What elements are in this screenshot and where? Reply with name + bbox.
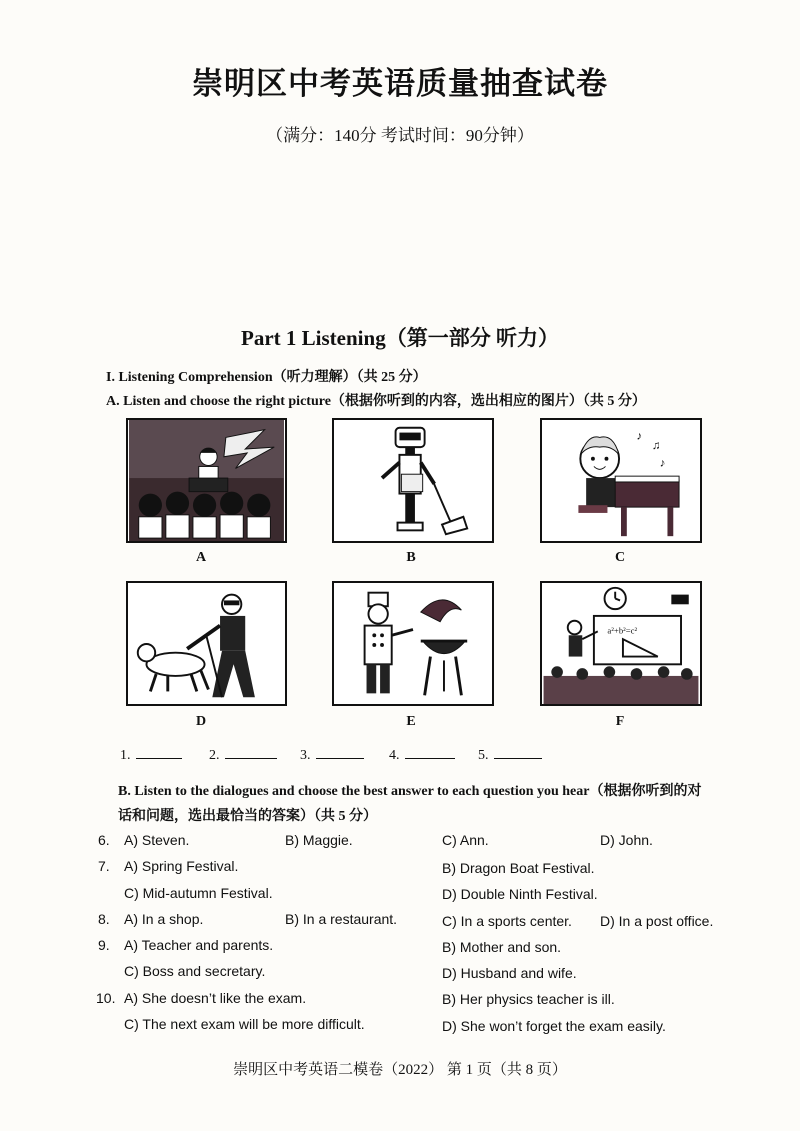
option-a[interactable]: A) Spring Festival. — [124, 858, 239, 874]
picture-label-b: B — [406, 550, 416, 565]
option-c[interactable]: C) Ann. — [442, 832, 489, 848]
option-c[interactable]: C) The next exam will be more difficult. — [124, 1016, 365, 1032]
picture-label-e: E — [406, 714, 416, 729]
section-a-heading: A. Listen and choose the right picture（根据你听到的内容，选出相应的图片）（共 5 分） — [106, 394, 646, 409]
paper-subtitle: （满分：140分 考试时间：90分钟） — [266, 126, 534, 145]
svg-text:♫: ♫ — [651, 439, 661, 453]
option-d[interactable]: D) Husband and wife. — [442, 965, 577, 981]
question-number: 6. — [98, 832, 110, 848]
option-d[interactable]: D) Double Ninth Festival. — [442, 886, 598, 902]
teacher-speaking-to-students-icon — [128, 420, 285, 541]
answer-blank-1[interactable]: 1. — [120, 746, 182, 764]
option-a[interactable]: A) In a shop. — [124, 911, 204, 927]
robot-sweeping-icon — [334, 420, 492, 541]
boy-playing-piano-icon — [542, 420, 700, 541]
part-title: Part 1 Listening（第一部分 听力） — [241, 326, 559, 350]
option-c[interactable]: C) Boss and secretary. — [124, 963, 266, 979]
picture-f — [540, 581, 702, 706]
picture-b — [332, 418, 494, 543]
page-footer: 崇明区中考英语二模卷（2022） 第 1 页（共 8 页） — [233, 1062, 567, 1078]
option-d[interactable]: D) In a post office. — [600, 913, 714, 929]
option-b[interactable]: B) Maggie. — [285, 832, 353, 848]
option-d[interactable]: D) John. — [600, 832, 653, 848]
answer-blank-5[interactable]: 5. — [478, 746, 542, 764]
section-b-heading-cont: 话和问题，选出最恰当的答案）（共 5 分） — [118, 809, 377, 824]
option-a[interactable]: A) Teacher and parents. — [124, 937, 274, 953]
paper-title: 崇明区中考英语质量抽查试卷 — [192, 66, 608, 101]
svg-text:♪: ♪ — [636, 429, 643, 443]
chef-at-barbecue-grill-icon — [334, 583, 492, 704]
picture-d — [126, 581, 287, 706]
section-b-heading: B. Listen to the dialogues and choose the best answer to each question you hear（根据你听到的对 — [118, 784, 702, 799]
option-b[interactable]: B) In a restaurant. — [285, 911, 398, 927]
picture-label-d: D — [195, 714, 207, 729]
option-b[interactable]: B) Her physics teacher is ill. — [442, 991, 615, 1007]
picture-e — [332, 581, 494, 706]
question-number: 10. — [96, 990, 116, 1006]
option-c[interactable]: C) Mid-autumn Festival. — [124, 885, 273, 901]
option-b[interactable]: B) Dragon Boat Festival. — [442, 860, 595, 876]
equation-text: a²+b²=c² — [607, 625, 638, 636]
picture-label-a: A — [195, 550, 207, 565]
option-a[interactable]: A) She doesn’t like the exam. — [124, 990, 307, 1006]
option-b[interactable]: B) Mother and son. — [442, 939, 562, 955]
option-a[interactable]: A) Steven. — [124, 832, 190, 848]
section-heading: I. Listening Comprehension（听力理解）（共 25 分） — [106, 370, 427, 385]
question-number: 9. — [98, 937, 110, 953]
option-d[interactable]: D) She won’t forget the exam easily. — [442, 1018, 666, 1034]
math-classroom-icon — [542, 583, 700, 704]
question-number: 7. — [98, 858, 110, 874]
picture-a — [126, 418, 287, 543]
answer-blank-2[interactable]: 2. — [209, 746, 277, 764]
option-c[interactable]: C) In a sports center. — [442, 913, 572, 929]
picture-c — [540, 418, 702, 543]
picture-label-f: F — [615, 714, 625, 729]
blind-man-with-guide-dog-icon — [128, 583, 285, 704]
answer-blank-4[interactable]: 4. — [389, 746, 455, 764]
picture-label-c: C — [614, 550, 626, 565]
answer-blank-3[interactable]: 3. — [300, 746, 364, 764]
svg-text:♪: ♪ — [659, 456, 666, 470]
question-number: 8. — [98, 911, 110, 927]
